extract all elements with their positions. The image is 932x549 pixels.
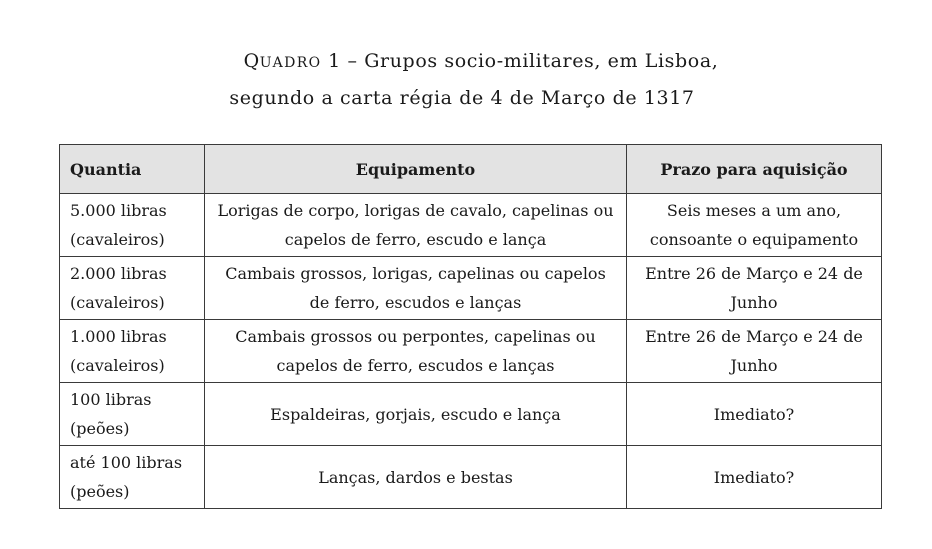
cell-equipamento: Cambais grossos ou perpontes, capelinas ou capelos de ferro, escudos e lanças: [205, 320, 627, 383]
table-row: [60, 446, 882, 509]
cell-prazo: Seis meses a um ano, consoante o equipamento: [627, 194, 882, 257]
quantia-amount: 2.000 libras: [70, 264, 167, 283]
quantia-amount: 5.000 libras: [70, 201, 167, 220]
cell-equipamento: Lorigas de corpo, lorigas de cavalo, capelinas ou capelos de ferro, escudo e lança: [205, 194, 627, 257]
quantia-amount: até 100 libras: [70, 453, 183, 472]
caption-label-initial: Q: [243, 50, 260, 72]
quantia-group: (cavaleiros): [70, 293, 165, 312]
cell-quantia: [60, 446, 205, 509]
header-prazo: Prazo para aquisição: [627, 145, 882, 194]
cell-quantia: [60, 320, 205, 383]
cell-quantia: [60, 383, 205, 446]
cell-quantia: [60, 257, 205, 320]
quantia-amount: 1.000 libras: [70, 327, 167, 346]
table-caption: [0, 44, 932, 116]
caption-line-1: [0, 44, 932, 81]
table-row: [60, 320, 882, 383]
table-header-row: [60, 145, 882, 194]
cell-quantia: [60, 194, 205, 257]
cell-prazo: Entre 26 de Março e 24 de Junho: [627, 257, 882, 320]
cell-prazo: Entre 26 de Março e 24 de Junho: [627, 320, 882, 383]
quantia-amount: 100 libras: [70, 390, 152, 409]
quantia-group: (cavaleiros): [70, 230, 165, 249]
cell-equipamento: Lanças, dardos e bestas: [205, 446, 627, 509]
cell-equipamento: Cambais grossos, lorigas, capelinas ou capelos de ferro, escudos e lanças: [205, 257, 627, 320]
caption-label-number: 1: [328, 50, 341, 72]
caption-title-line-1: – Grupos socio-militares, em Lisboa,: [347, 50, 719, 72]
caption-label-rest: UADRO: [259, 55, 322, 71]
caption-title-line-2: segundo a carta régia de 4 de Março de 1317: [229, 87, 695, 109]
table-row: [60, 383, 882, 446]
table-row: [60, 257, 882, 320]
header-equipamento: Equipamento: [205, 145, 627, 194]
cell-equipamento: Espaldeiras, gorjais, escudo e lança: [205, 383, 627, 446]
quantia-group: (peões): [70, 482, 130, 501]
cell-prazo: Imediato?: [627, 383, 882, 446]
data-table: [59, 144, 882, 509]
table-row: [60, 194, 882, 257]
quantia-group: (peões): [70, 419, 130, 438]
header-quantia: Quantia: [60, 145, 205, 194]
cell-prazo: Imediato?: [627, 446, 882, 509]
quantia-group: (cavaleiros): [70, 356, 165, 375]
